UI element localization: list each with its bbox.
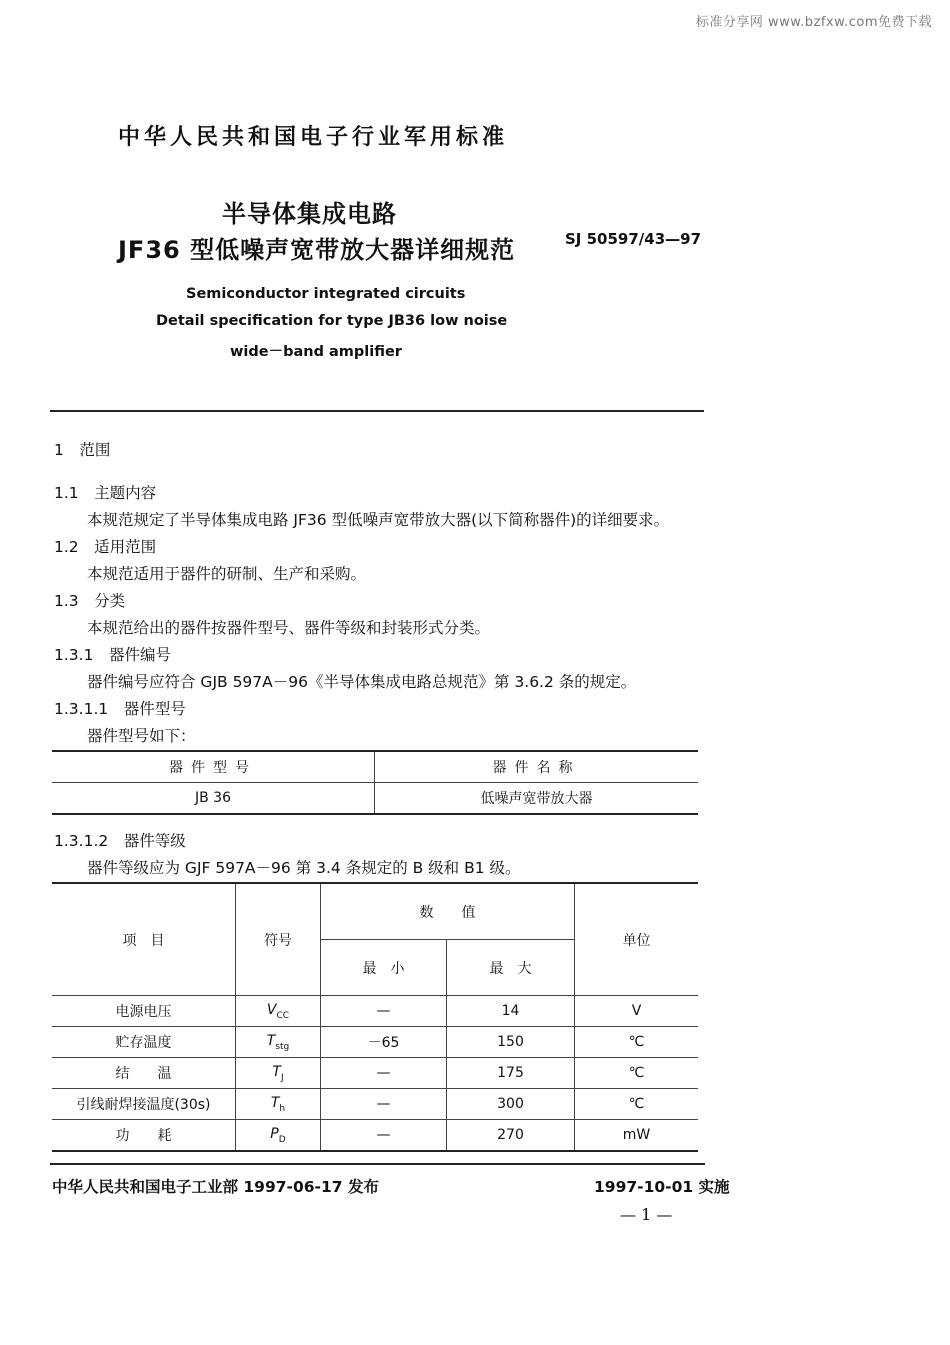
section-1-heading: 1 范围 bbox=[54, 441, 111, 459]
standard-header: 中华人民共和国电子行业军用标准 bbox=[118, 125, 509, 150]
symbol-cell: $T_{stg}$ bbox=[236, 1027, 321, 1058]
section-1-3-body: 本规范给出的器件按器件型号、器件等级和封装形式分类。 bbox=[87, 619, 491, 637]
symbol-cell: $P_D$ bbox=[236, 1120, 321, 1152]
title-en-line2: Detail specification for type JB36 low noise bbox=[156, 313, 508, 329]
table-row bbox=[52, 1027, 698, 1058]
section-1-3-1-1-heading: 1.3.1.1 器件型号 bbox=[54, 700, 186, 718]
max-cell: 150 bbox=[447, 1027, 575, 1058]
table-row bbox=[52, 1120, 698, 1152]
min-cell: — bbox=[321, 1089, 447, 1120]
min-cell: — bbox=[321, 996, 447, 1027]
section-1-3-1-1-body: 器件型号如下： bbox=[87, 727, 196, 745]
section-1-1-heading: 1.1 主题内容 bbox=[54, 484, 157, 502]
watermark: 标准分享网 www.bzfxw.com免费下载 bbox=[695, 15, 932, 30]
title-en-line3: wide－band amplifier bbox=[230, 344, 402, 360]
unit-header: 单位 bbox=[575, 883, 699, 996]
item-header: 项 目 bbox=[52, 883, 236, 996]
table-row bbox=[52, 1089, 698, 1120]
footer-issuer: 中华人民共和国电子工业部 1997-06-17 发布 bbox=[52, 1178, 379, 1196]
section-1-3-1-2-heading: 1.3.1.2 器件等级 bbox=[54, 832, 186, 850]
unit-cell: ℃ bbox=[575, 1027, 699, 1058]
unit-cell: ℃ bbox=[575, 1089, 699, 1120]
symbol-cell: $T_J$ bbox=[236, 1058, 321, 1089]
value-header: 数 值 bbox=[321, 883, 575, 940]
item-cell: 电源电压 bbox=[52, 996, 236, 1027]
section-1-1-body: 本规范规定了半导体集成电路 JF36 型低噪声宽带放大器(以下简称器件)的详细要求。 bbox=[87, 511, 670, 529]
header-divider bbox=[50, 410, 704, 412]
unit-cell: mW bbox=[575, 1120, 699, 1152]
min-cell: －65 bbox=[321, 1027, 447, 1058]
min-header: 最 小 bbox=[321, 940, 447, 996]
footer-effective-date: 1997-10-01 实施 bbox=[594, 1178, 730, 1196]
max-cell: 300 bbox=[447, 1089, 575, 1120]
model-header: 器件型号 bbox=[52, 751, 375, 783]
section-1-3-1-heading: 1.3.1 器件编号 bbox=[54, 646, 171, 664]
max-cell: 270 bbox=[447, 1120, 575, 1152]
unit-cell: ℃ bbox=[575, 1058, 699, 1089]
symbol-cell: $V_{CC}$ bbox=[236, 996, 321, 1027]
section-1-2-body: 本规范适用于器件的研制、生产和采购。 bbox=[87, 565, 367, 583]
title-cn-line1: 半导体集成电路 bbox=[222, 200, 397, 228]
unit-cell: V bbox=[575, 996, 699, 1027]
model-table bbox=[52, 750, 698, 815]
section-1-2-heading: 1.2 适用范围 bbox=[54, 538, 157, 556]
footer-divider bbox=[50, 1163, 705, 1165]
item-cell: 功 耗 bbox=[52, 1120, 236, 1152]
standard-number: SJ 50597/43—97 bbox=[565, 230, 702, 248]
item-cell: 结 温 bbox=[52, 1058, 236, 1089]
page-number: — 1 — bbox=[620, 1205, 673, 1224]
title-cn-line2: JF36 型低噪声宽带放大器详细规范 bbox=[118, 236, 516, 264]
max-cell: 14 bbox=[447, 996, 575, 1027]
item-cell: 引线耐焊接温度(30s) bbox=[52, 1089, 236, 1120]
name-cell: 低噪声宽带放大器 bbox=[480, 791, 593, 807]
section-1-3-1-2-body: 器件等级应为 GJF 597A－96 第 3.4 条规定的 B 级和 B1 级。 bbox=[87, 859, 521, 877]
symbol-cell: $T_h$ bbox=[236, 1089, 321, 1120]
section-1-3-heading: 1.3 分类 bbox=[54, 592, 126, 610]
ratings-table bbox=[52, 882, 698, 1152]
item-cell: 贮存温度 bbox=[52, 1027, 236, 1058]
name-header: 器件名称 bbox=[375, 751, 699, 783]
max-header: 最 大 bbox=[447, 940, 575, 996]
table-row bbox=[52, 996, 698, 1027]
model-cell: JB 36 bbox=[52, 783, 375, 815]
title-en-line1: Semiconductor integrated circuits bbox=[186, 286, 466, 302]
symbol-header: 符号 bbox=[236, 883, 321, 996]
table-row bbox=[52, 1058, 698, 1089]
min-cell: — bbox=[321, 1120, 447, 1152]
section-1-3-1-body: 器件编号应符合 GJB 597A－96《半导体集成电路总规范》第 3.6.2 条的规定。 bbox=[87, 673, 637, 691]
max-cell: 175 bbox=[447, 1058, 575, 1089]
min-cell: — bbox=[321, 1058, 447, 1089]
